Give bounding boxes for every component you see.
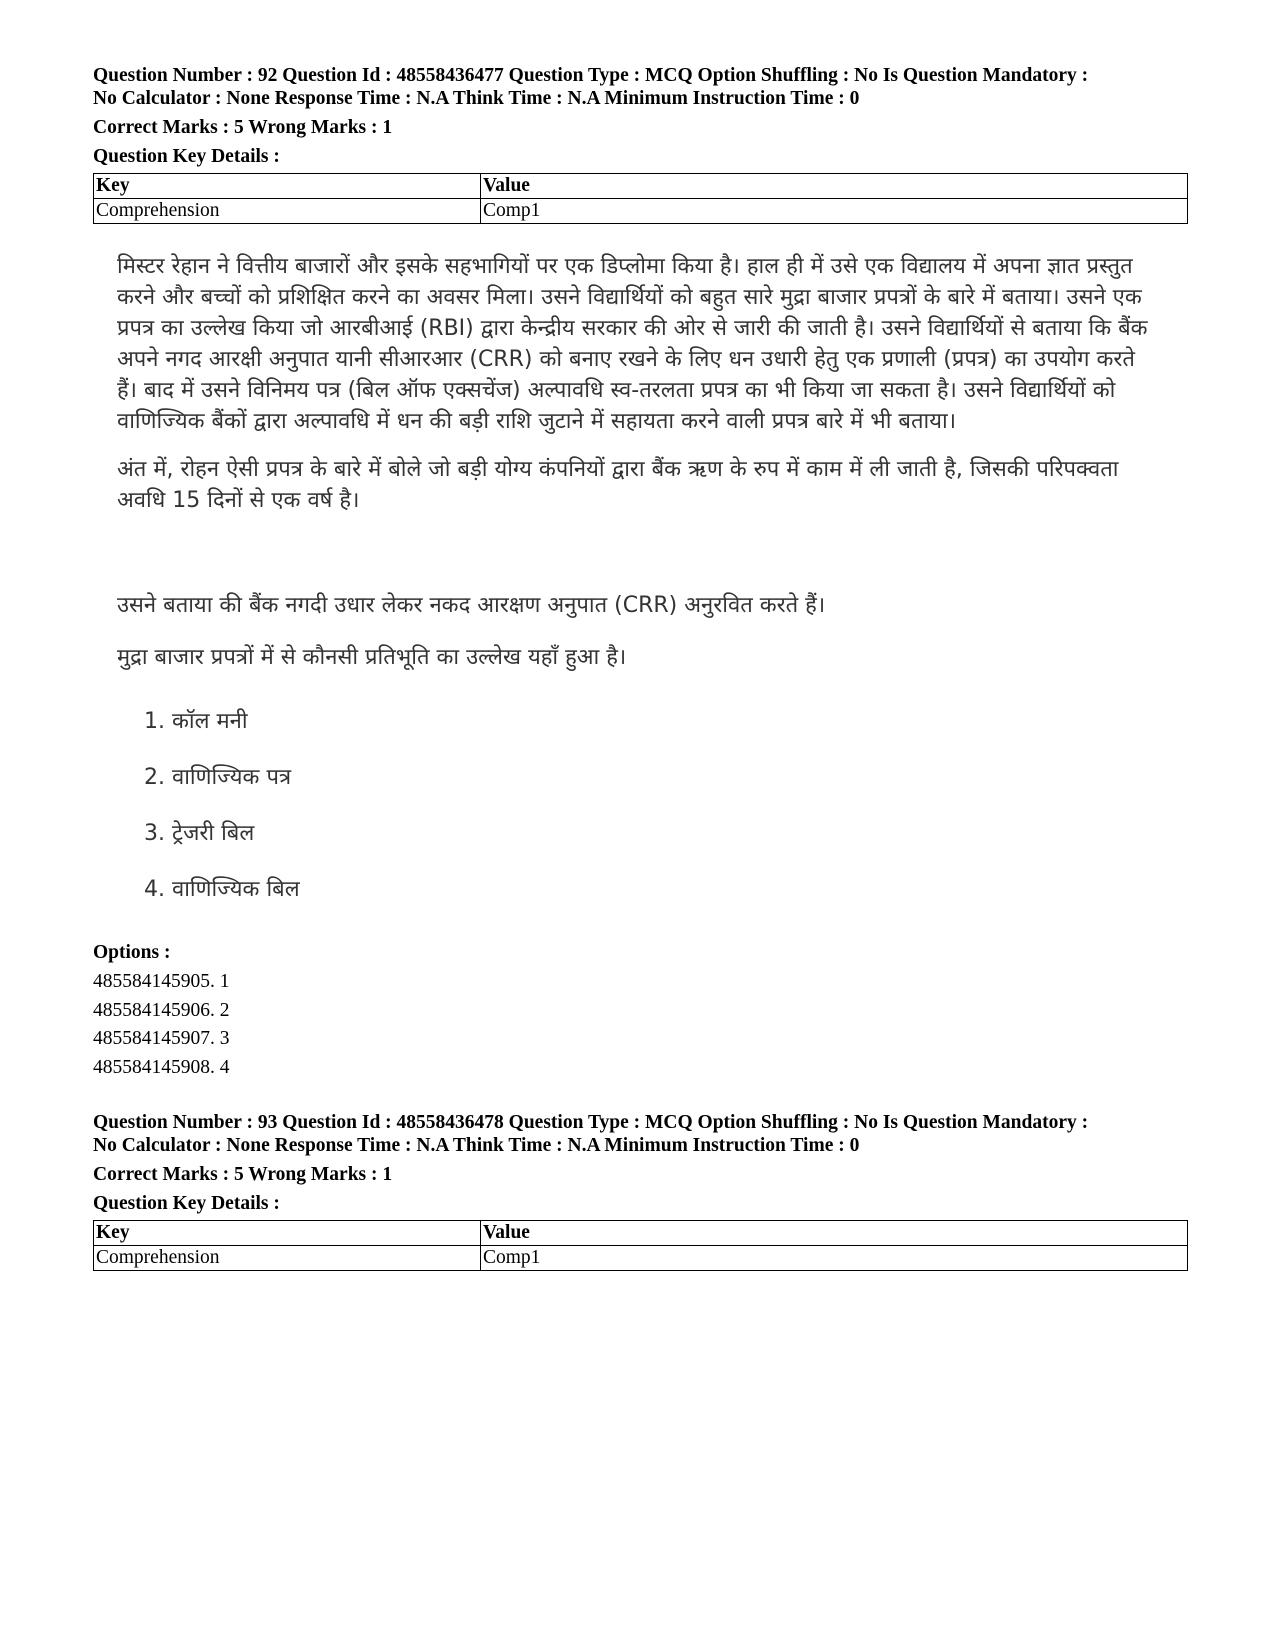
question-92-header-line2: No Calculator : None Response Time : N.A Think Time : N.A Minimum Instruction Time : 0 bbox=[93, 88, 860, 109]
question-93-header-block bbox=[93, 1111, 1188, 1271]
table-header-value: Value bbox=[481, 174, 1188, 199]
choice-item-4: 4. वाणिज्यिक बिल bbox=[144, 877, 300, 902]
option-row-1: 485584145905. 1 bbox=[93, 971, 230, 992]
question-text: मुद्रा बाजार प्रपत्रों में से कौनसी प्रतिभूति का उल्लेख यहाँ हुआ है। bbox=[117, 645, 627, 670]
table-cell-key: Comprehension bbox=[94, 1246, 481, 1271]
table-header-row bbox=[94, 1221, 1188, 1246]
table-cell-value: Comp1 bbox=[481, 1246, 1188, 1271]
passage-paragraph-1: मिस्टर रेहान ने वित्तीय बाजारों और इसके सहभागियों पर एक डिप्लोमा किया है। हाल ही में उसे एक विद्यालय में अपना ज्ञात प्रस्तुत करने और बच्चों को प्रशिक्षित करने का अवसर मिला। उसने विद्यार्थियों को बहुत सारे मुद्रा बाजार प्रपत्रों के बारे में बताया। उसने एक प्रपत्र का उल्लेख किया जो आरबीआई (RBI) द्वारा केन्द्रीय सरकार की ओर से जारी की जाती है। उसने विद्यार्थियों से बताया कि बैंक अपने नगद आरक्षी अनुपात यानी सीआरआर (CRR) को बनाए रखने के लिए धन उधारी हेतु एक प्रणाली (प्रपत्र) का उपयोग करते हैं। बाद में उसने विनिमय पत्र (बिल ऑफ एक्सचेंज) अल्पावधि स्व-तरलता प्रपत्र का भी किया जा सकता है। उसने विद्यार्थियों को वाणिज्यिक बैंकों द्वारा अल्पावधि में धन की बड़ी राशि जुटाने में सहायता करने वाली प्रपत्र बारे में भी बताया। bbox=[117, 254, 1148, 434]
table-header-row bbox=[94, 174, 1188, 199]
table-header-value: Value bbox=[481, 1221, 1188, 1246]
passage-paragraph-2: अंत में, रोहन ऐसी प्रपत्र के बारे में बोले जो बड़ी योग्य कंपनियों द्वारा बैंक ऋण के रुप में काम में ली जाती है, जिसकी परिपक्वता अवधि 15 दिनों से एक वर्ष है। bbox=[117, 457, 1119, 513]
question-92-key-table bbox=[93, 173, 1188, 224]
option-row-3: 485584145907. 3 bbox=[93, 1028, 230, 1049]
question-93-key-table bbox=[93, 1220, 1188, 1271]
choice-item-2: 2. वाणिज्यिक पत्र bbox=[144, 765, 292, 790]
choice-item-1: 1. कॉल मनी bbox=[144, 709, 248, 734]
question-93-key-details-label: Question Key Details : bbox=[93, 1193, 280, 1214]
table-cell-key: Comprehension bbox=[94, 199, 481, 224]
question-92-marks: Correct Marks : 5 Wrong Marks : 1 bbox=[93, 117, 393, 138]
passage-statement: उसने बताया की बैंक नगदी उधार लेकर नकद आरक्षण अनुपात (CRR) अनुरवित करते हैं। bbox=[117, 593, 826, 618]
question-92-key-details-label: Question Key Details : bbox=[93, 146, 280, 167]
question-93-marks: Correct Marks : 5 Wrong Marks : 1 bbox=[93, 1164, 393, 1185]
table-cell-value: Comp1 bbox=[481, 199, 1188, 224]
option-row-2: 485584145906. 2 bbox=[93, 999, 230, 1021]
option-row-4: 485584145908. 4 bbox=[93, 1056, 230, 1078]
choice-item-3: 3. ट्रेजरी बिल bbox=[144, 821, 255, 846]
question-93-header-line2: No Calculator : None Response Time : N.A Think Time : N.A Minimum Instruction Time : 0 bbox=[93, 1135, 860, 1156]
table-header-key: Key bbox=[94, 1221, 481, 1246]
options-label: Options : bbox=[93, 942, 171, 963]
question-92-header-line1: Question Number : 92 Question Id : 48558436477 Question Type : MCQ Option Shuffling : No Is Question Mandatory : bbox=[93, 65, 1089, 86]
table-row bbox=[94, 1246, 1188, 1271]
options-block bbox=[93, 941, 1188, 1082]
comprehension-passage bbox=[117, 251, 1157, 918]
table-row bbox=[94, 199, 1188, 224]
choice-list bbox=[144, 694, 1157, 918]
question-93-header-line1: Question Number : 93 Question Id : 48558436478 Question Type : MCQ Option Shuffling : No Is Question Mandatory : bbox=[93, 1112, 1089, 1133]
question-92-header-block bbox=[93, 64, 1188, 224]
table-header-key: Key bbox=[94, 174, 481, 199]
